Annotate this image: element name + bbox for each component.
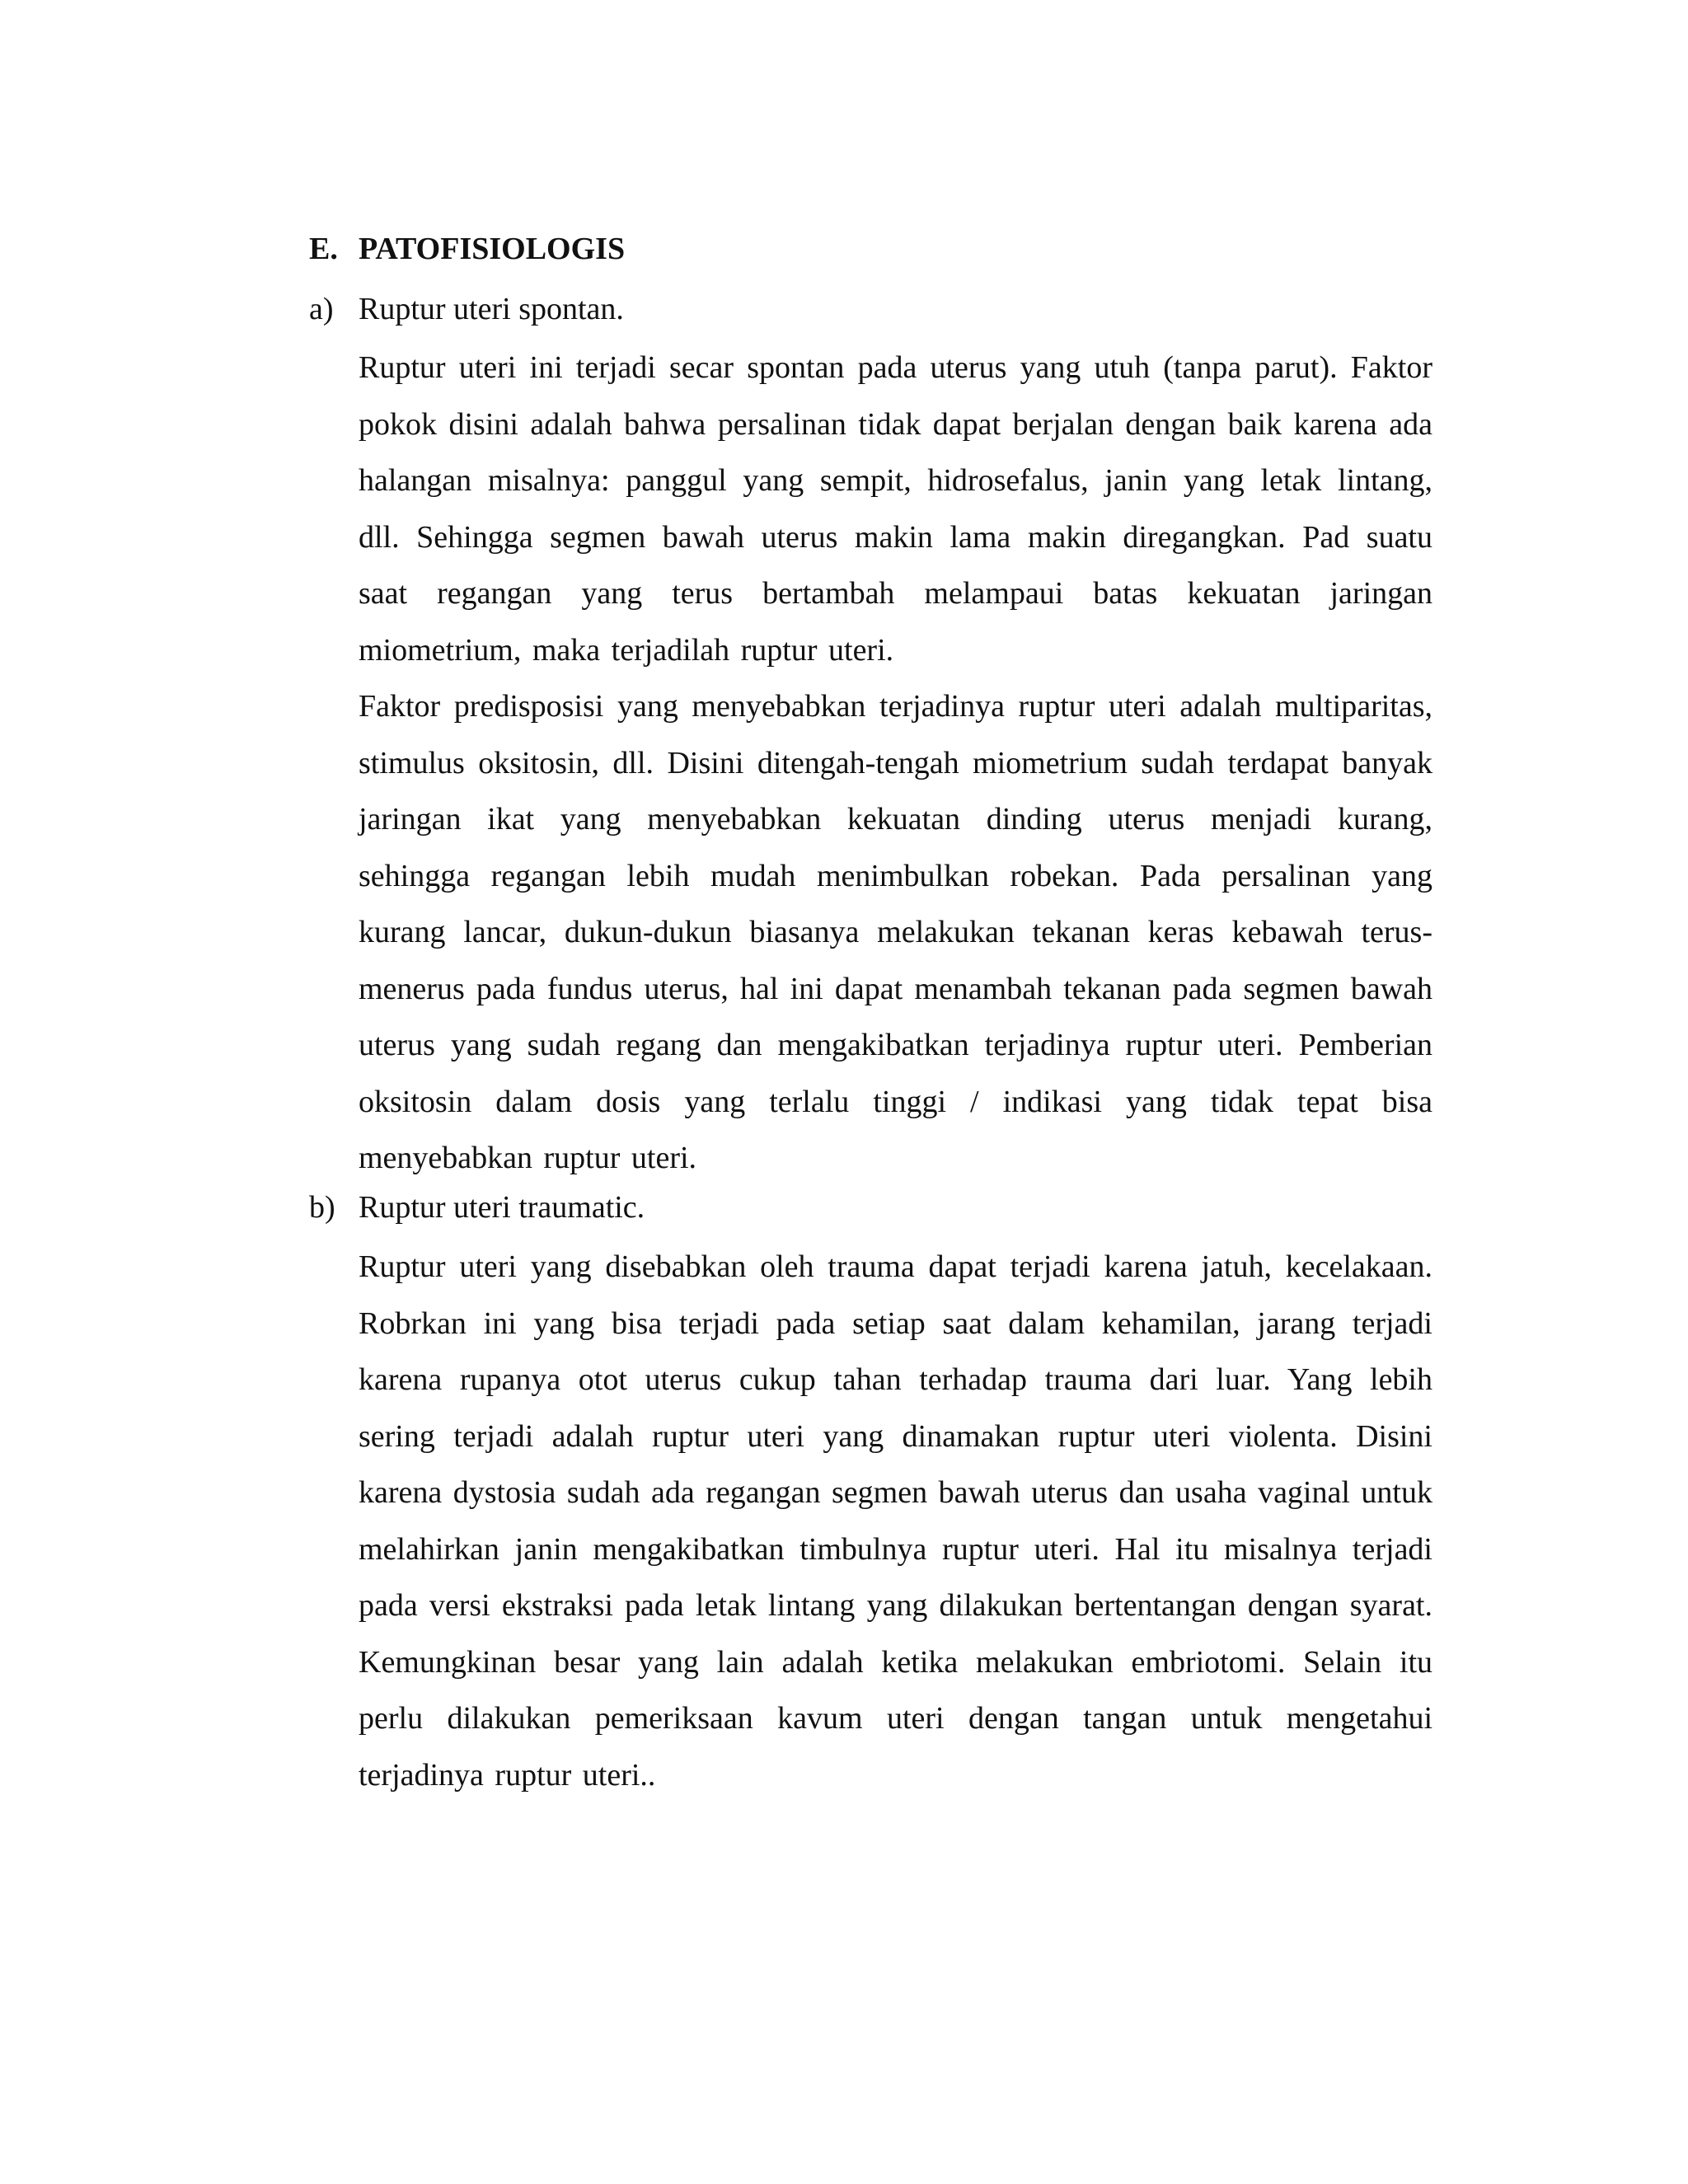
section-title: PATOFISIOLOGIS: [359, 232, 626, 266]
item-b-title-text: Ruptur uteri traumatic.: [359, 1190, 645, 1225]
item-a-marker: a): [309, 292, 334, 326]
item-b-marker: b): [309, 1190, 335, 1225]
item-b-title: [309, 1183, 645, 1232]
item-a-paragraph-1: Ruptur uteri ini terjadi secar spontan pada uterus yang utuh (tanpa parut). Faktor pokok disini adalah bahwa persalinan tidak dapat berjalan dengan baik karena ada halangan misalnya: panggul yang sempit, hidrosefalus, janin yang letak lintang, dll. Sehingga segmen bawah uterus makin lama makin diregangkan. Pad suatu saat regangan yang terus bertambah melampaui batas kekuatan jaringan miometrium, maka terjadilah ruptur uteri.: [359, 350, 1432, 668]
section-marker: E.: [309, 232, 338, 266]
section-heading: [309, 224, 625, 274]
item-b-paragraph-1: Ruptur uteri yang disebabkan oleh trauma dapat terjadi karena jatuh, kecelakaan. Robrkan ini yang bisa terjadi pada setiap saat dalam kehamilan, jarang terjadi karena rupanya otot uterus cukup tahan terhadap trauma dari luar. Yang lebih sering terjadi adalah ruptur uteri yang dinamakan ruptur uteri violenta. Disini karena dystosia sudah ada regangan segmen bawah uterus dan usaha vaginal untuk melahirkan janin mengakibatkan timbulnya ruptur uteri. Hal itu misalnya terjadi pada versi ekstraksi pada letak lintang yang dilakukan bertentangan dengan syarat. Kemungkinan besar yang lain adalah ketika melakukan embriotomi. Selain itu perlu dilakukan pemeriksaan kavum uteri dengan tangan untuk mengetahui terjadinya ruptur uteri..: [359, 1249, 1432, 1793]
item-a-paragraph-2: Faktor predisposisi yang menyebabkan terjadinya ruptur uteri adalah multiparitas, stimulus oksitosin, dll. Disini ditengah-tengah miometrium sudah terdapat banyak jaringan ikat yang menyebabkan kekuatan dinding uterus menjadi kurang, sehingga regangan lebih mudah menimbulkan robekan. Pada persalinan yang kurang lancar, dukun-dukun biasanya melakukan tekanan keras kebawah terus-menerus pada fundus uterus, hal ini dapat menambah tekanan pada segmen bawah uterus yang sudah regang dan mengakibatkan terjadinya ruptur uteri. Pemberian oksitosin dalam dosis yang terlalu tinggi / indikasi yang tidak tepat bisa menyebabkan ruptur uteri.: [359, 689, 1432, 1175]
item-a-title-text: Ruptur uteri spontan.: [359, 292, 624, 326]
item-a-title: [309, 284, 624, 334]
